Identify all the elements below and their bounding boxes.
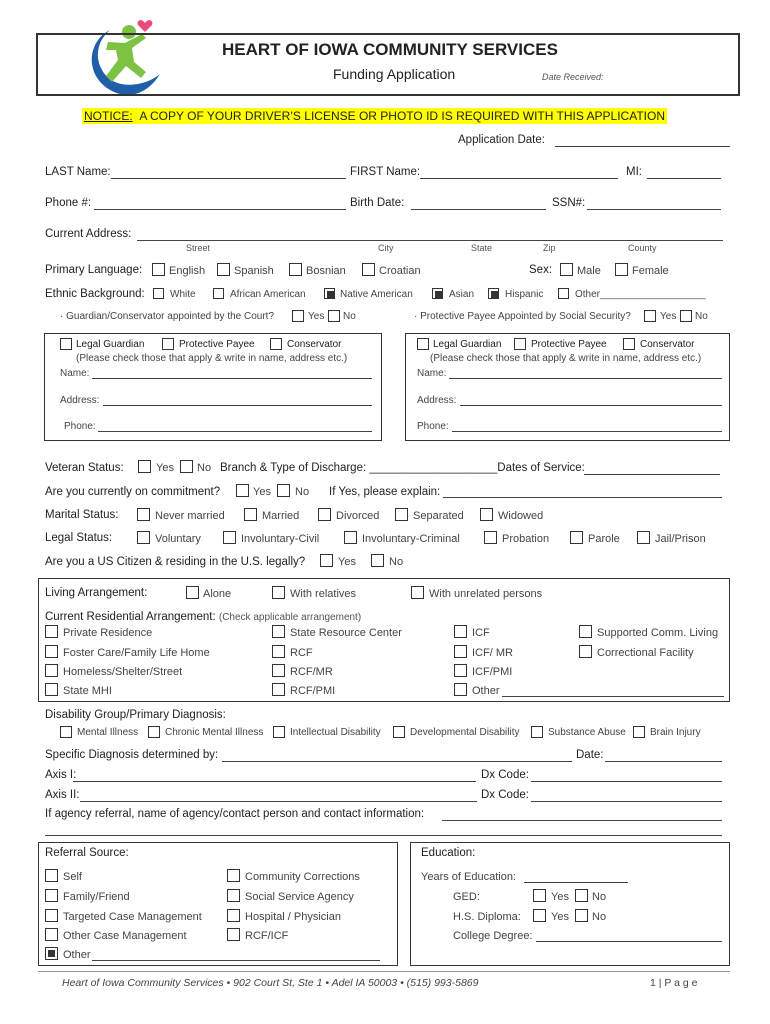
community-corrections-checkbox[interactable]	[227, 869, 240, 882]
voluntary-label: Voluntary	[155, 533, 201, 545]
icf-mr-label: ICF/ MR	[472, 647, 513, 659]
ethnic-background-label: Ethnic Background:	[45, 288, 145, 300]
disability-group-label: Disability Group/Primary Diagnosis:	[45, 709, 226, 721]
sex-label: Sex:	[529, 264, 553, 276]
voluntary-checkbox[interactable]	[137, 531, 150, 544]
payee-no-checkbox[interactable]	[680, 310, 692, 322]
years-education-field[interactable]	[524, 882, 628, 883]
mi-field[interactable]	[647, 178, 721, 179]
english-checkbox[interactable]	[152, 263, 165, 276]
correctional-facility-label: Correctional Facility	[597, 647, 694, 659]
protective-payee-checkbox-left[interactable]	[162, 338, 174, 350]
private-residence-checkbox[interactable]	[45, 625, 58, 638]
residential-arrangement-hint: (Check applicable arrangement)	[218, 612, 362, 623]
female-label: Female	[632, 265, 669, 277]
state-mhi-checkbox[interactable]	[45, 683, 58, 696]
with-relatives-checkbox[interactable]	[272, 586, 285, 599]
education-label: Education:	[421, 847, 476, 859]
bosnian-label: Bosnian	[306, 265, 346, 277]
citizen-label: Are you a US Citizen & residing in the U.S. legally?	[45, 556, 306, 568]
agency-referral-label: If agency referral, name of agency/contact person and contact information:	[45, 808, 425, 820]
foster-care-label: Foster Care/Family Life Home	[63, 647, 210, 659]
mi-label: MI:	[626, 166, 642, 178]
referral-family-label: Family/Friend	[63, 891, 130, 903]
substance-abuse-checkbox[interactable]	[531, 726, 543, 738]
last-name-field[interactable]	[111, 178, 346, 179]
hs-no-label: No	[592, 911, 607, 923]
citizen-yes-label: Yes	[338, 556, 356, 568]
brain-injury-checkbox[interactable]	[633, 726, 645, 738]
widowed-checkbox[interactable]	[480, 508, 493, 521]
veteran-yes-checkbox[interactable]	[138, 460, 151, 473]
parole-label: Parole	[588, 533, 620, 545]
involuntary-civil-label: Involuntary-Civil	[241, 533, 320, 545]
ged-no-checkbox[interactable]	[575, 889, 588, 902]
asian-label: Asian	[449, 289, 475, 300]
guardian-no-label: No	[343, 311, 356, 322]
married-label: Married	[262, 510, 300, 522]
form-subtitle: Funding Application	[333, 66, 456, 82]
living-arrangement-label: Living Arrangement:	[45, 587, 148, 599]
female-checkbox[interactable]	[615, 263, 628, 276]
referral-other-label: Other	[63, 949, 91, 961]
developmental-disability-label: Developmental Disability	[410, 727, 520, 738]
branch-discharge-label: Branch & Type of Discharge: ____________________Dates of Service:	[220, 462, 585, 474]
homeless-label: Homeless/Shelter/Street	[63, 666, 183, 678]
probation-checkbox[interactable]	[484, 531, 497, 544]
guardian-phone-field-left[interactable]	[98, 431, 372, 432]
conservator-checkbox-left[interactable]	[270, 338, 282, 350]
residential-arrangement-label	[45, 611, 361, 623]
axis2-field[interactable]	[80, 801, 477, 802]
legal-guardian-checkbox-left[interactable]	[60, 338, 72, 350]
application-date-label: Application Date:	[458, 134, 545, 146]
current-address-field[interactable]	[137, 240, 723, 241]
ged-no-label: No	[592, 891, 607, 903]
payee-no-label: No	[695, 311, 708, 322]
payee-address-field-right[interactable]	[460, 405, 722, 406]
city-caption: City	[378, 243, 394, 253]
rcf-mr-checkbox[interactable]	[272, 664, 285, 677]
legal-status-label: Legal Status:	[45, 532, 113, 544]
guardian-name-label-left: Name:	[60, 368, 90, 379]
separated-label: Separated	[413, 510, 464, 522]
hs-yes-label: Yes	[551, 911, 569, 923]
divorced-checkbox[interactable]	[318, 508, 331, 521]
guardian-instructions-left: (Please check those that apply & write in name, address etc.)	[76, 353, 348, 364]
state-resource-center-checkbox[interactable]	[272, 625, 285, 638]
other-residence-checkbox[interactable]	[454, 683, 467, 696]
dates-of-service-field[interactable]	[584, 474, 720, 475]
commitment-label: Are you currently on commitment?	[45, 486, 221, 498]
never-married-checkbox[interactable]	[137, 508, 150, 521]
protective-payee-checkbox-right[interactable]	[514, 338, 526, 350]
conservator-label-left: Conservator	[287, 339, 342, 350]
legal-guardian-label-right: Legal Guardian	[433, 339, 502, 350]
homeless-checkbox[interactable]	[45, 664, 58, 677]
widowed-label: Widowed	[498, 510, 544, 522]
referral-other-field[interactable]	[92, 960, 380, 961]
footer-divider	[38, 971, 730, 972]
referral-source-box	[38, 842, 398, 966]
if-yes-label: If Yes, please explain:	[329, 486, 441, 498]
education-box	[410, 842, 730, 966]
referral-family-checkbox[interactable]	[45, 889, 58, 902]
other-residence-field[interactable]	[502, 696, 724, 697]
chronic-mental-illness-label: Chronic Mental Illness	[165, 727, 264, 738]
english-label: English	[169, 265, 206, 277]
alone-checkbox[interactable]	[186, 586, 199, 599]
intellectual-disability-checkbox[interactable]	[273, 726, 285, 738]
specific-diagnosis-label: Specific Diagnosis determined by:	[45, 749, 219, 761]
diagnosis-date-field[interactable]	[605, 761, 722, 762]
married-checkbox[interactable]	[244, 508, 257, 521]
white-checkbox[interactable]	[153, 288, 164, 299]
intellectual-disability-label: Intellectual Disability	[290, 727, 381, 738]
last-name-label: LAST Name:	[45, 166, 111, 178]
conservator-checkbox-right[interactable]	[623, 338, 635, 350]
hs-yes-checkbox[interactable]	[533, 909, 546, 922]
residential-arrangement-title: Current Residential Arrangement:	[45, 611, 216, 623]
first-name-label: FIRST Name:	[350, 166, 421, 178]
referral-other-cm-checkbox[interactable]	[45, 928, 58, 941]
hospital-physician-label: Hospital / Physician	[245, 911, 341, 923]
rcf-mr-label: RCF/MR	[290, 666, 333, 678]
male-checkbox[interactable]	[560, 263, 573, 276]
marital-status-label: Marital Status:	[45, 509, 119, 521]
veteran-no-label: No	[197, 462, 212, 474]
icf-label: ICF	[472, 627, 490, 639]
first-name-field[interactable]	[420, 178, 618, 179]
payee-yes-checkbox[interactable]	[644, 310, 656, 322]
social-service-agency-label: Social Service Agency	[245, 891, 354, 903]
rcf-label: RCF	[290, 647, 313, 659]
icf-pmi-checkbox[interactable]	[454, 664, 467, 677]
rcf-icf-label: RCF/ICF	[245, 930, 289, 942]
agency-referral-field-2[interactable]	[45, 835, 722, 836]
notice-text: A COPY OF YOUR DRIVER’S LICENSE OR PHOTO ID IS REQUIRED WITH THIS APPLICATION	[139, 109, 665, 123]
involuntary-civil-checkbox[interactable]	[223, 531, 236, 544]
ssn-label: SSN#:	[552, 197, 586, 209]
referral-other-cm-label: Other Case Management	[63, 930, 187, 942]
bosnian-checkbox[interactable]	[289, 263, 302, 276]
icf-pmi-label: ICF/PMI	[472, 666, 513, 678]
native-american-label: Native American	[340, 289, 413, 300]
axis2-dx-code-field[interactable]	[531, 801, 722, 802]
parole-checkbox[interactable]	[570, 531, 583, 544]
other-ethnic-checkbox[interactable]	[558, 288, 569, 299]
icf-checkbox[interactable]	[454, 625, 467, 638]
croatian-label: Croatian	[379, 265, 421, 277]
white-label: White	[170, 289, 196, 300]
brain-injury-label: Brain Injury	[650, 727, 701, 738]
other-ethnic-label: Other___________________	[575, 289, 706, 300]
mental-illness-checkbox[interactable]	[60, 726, 72, 738]
state-resource-center-label: State Resource Center	[290, 627, 402, 639]
probation-label: Probation	[502, 533, 550, 545]
spanish-checkbox[interactable]	[217, 263, 230, 276]
birth-date-field[interactable]	[411, 209, 546, 210]
specific-diagnosis-field[interactable]	[222, 761, 572, 762]
involuntary-criminal-label: Involuntary-Criminal	[362, 533, 460, 545]
ssn-field[interactable]	[587, 209, 721, 210]
with-unrelated-label: With unrelated persons	[429, 588, 543, 600]
hs-diploma-label: H.S. Diploma:	[453, 911, 521, 923]
veteran-no-checkbox[interactable]	[180, 460, 193, 473]
mental-illness-label: Mental Illness	[77, 727, 139, 738]
application-date-field[interactable]	[555, 146, 730, 147]
phone-label: Phone #:	[45, 197, 92, 209]
protective-payee-label-right: Protective Payee	[531, 339, 607, 350]
date-received-label: Date Received:	[542, 72, 604, 82]
legal-guardian-label-left: Legal Guardian	[76, 339, 145, 350]
phone-field[interactable]	[94, 209, 346, 210]
agency-referral-field[interactable]	[442, 820, 722, 821]
guardian-yes-checkbox[interactable]	[292, 310, 304, 322]
correctional-facility-checkbox[interactable]	[579, 645, 592, 658]
african-american-checkbox[interactable]	[213, 288, 224, 299]
axis1-label: Axis I:	[45, 769, 77, 781]
primary-language-label: Primary Language:	[45, 264, 143, 276]
never-married-label: Never married	[155, 510, 225, 522]
male-label: Male	[577, 265, 601, 277]
payee-name-label-right: Name:	[417, 368, 447, 379]
icf-mr-checkbox[interactable]	[454, 645, 467, 658]
referral-tcm-checkbox[interactable]	[45, 909, 58, 922]
supported-comm-living-label: Supported Comm. Living	[597, 627, 719, 639]
chronic-mental-illness-checkbox[interactable]	[148, 726, 160, 738]
county-caption: County	[628, 243, 657, 253]
axis2-label: Axis II:	[45, 789, 80, 801]
page-number: 1 | P a g e	[650, 977, 698, 989]
payee-name-field-right[interactable]	[449, 378, 722, 379]
developmental-disability-checkbox[interactable]	[393, 726, 405, 738]
referral-source-label: Referral Source:	[45, 847, 129, 859]
separated-checkbox[interactable]	[395, 508, 408, 521]
citizen-no-checkbox[interactable]	[371, 554, 384, 567]
street-caption: Street	[186, 243, 211, 253]
protective-payee-label-left: Protective Payee	[179, 339, 255, 350]
payee-yes-label: Yes	[660, 311, 677, 322]
guardian-address-label-left: Address:	[60, 395, 100, 406]
commitment-no-label: No	[295, 486, 310, 498]
ged-yes-label: Yes	[551, 891, 569, 903]
axis1-dx-code-field[interactable]	[531, 781, 722, 782]
diagnosis-date-label: Date:	[576, 749, 604, 761]
private-residence-label: Private Residence	[63, 627, 153, 639]
citizen-yes-checkbox[interactable]	[320, 554, 333, 567]
referral-other-checkbox[interactable]	[45, 947, 58, 960]
ged-yes-checkbox[interactable]	[533, 889, 546, 902]
if-yes-field[interactable]	[443, 497, 722, 498]
foster-care-checkbox[interactable]	[45, 645, 58, 658]
croatian-checkbox[interactable]	[362, 263, 375, 276]
axis1-field[interactable]	[73, 781, 476, 782]
college-degree-label: College Degree:	[453, 930, 533, 942]
ged-label: GED:	[453, 891, 480, 903]
native-american-checkbox[interactable]	[324, 288, 335, 299]
jail-prison-label: Jail/Prison	[655, 533, 706, 545]
birth-date-label: Birth Date:	[350, 197, 405, 209]
referral-tcm-label: Targeted Case Management	[63, 911, 202, 923]
with-unrelated-checkbox[interactable]	[411, 586, 424, 599]
divorced-label: Divorced	[336, 510, 380, 522]
veteran-status-label: Veteran Status:	[45, 462, 124, 474]
zip-caption: Zip	[543, 243, 556, 253]
spanish-label: Spanish	[234, 265, 274, 277]
jail-prison-checkbox[interactable]	[637, 531, 650, 544]
african-american-label: African American	[230, 289, 306, 300]
axis2-dx-code-label: Dx Code:	[481, 789, 529, 801]
payee-address-label-right: Address:	[417, 395, 457, 406]
notice-prefix: NOTICE:	[84, 109, 133, 123]
substance-abuse-label: Substance Abuse	[548, 727, 626, 738]
guardian-phone-label-left: Phone:	[64, 421, 96, 432]
commitment-no-checkbox[interactable]	[277, 484, 290, 497]
social-service-agency-checkbox[interactable]	[227, 889, 240, 902]
other-residence-label: Other	[472, 685, 500, 697]
rcf-checkbox[interactable]	[272, 645, 285, 658]
alone-label: Alone	[203, 588, 232, 600]
state-caption: State	[471, 243, 493, 253]
rcf-pmi-checkbox[interactable]	[272, 683, 285, 696]
years-education-label: Years of Education:	[421, 871, 516, 883]
rcf-icf-checkbox[interactable]	[227, 928, 240, 941]
payee-instructions-right: (Please check those that apply & write in name, address etc.)	[430, 353, 702, 364]
involuntary-criminal-checkbox[interactable]	[344, 531, 357, 544]
payee-question: · Protective Payee Appointed by Social Security?	[414, 311, 631, 322]
footer-address: Heart of Iowa Community Services • 902 Court St, Ste 1 • Adel IA 50003 • (515) 993-5869	[62, 977, 479, 989]
hospital-physician-checkbox[interactable]	[227, 909, 240, 922]
guardian-name-field-left[interactable]	[92, 378, 372, 379]
hispanic-label: Hispanic	[505, 289, 544, 300]
referral-self-checkbox[interactable]	[45, 869, 58, 882]
conservator-label-right: Conservator	[640, 339, 695, 350]
community-corrections-label: Community Corrections	[245, 871, 360, 883]
guardian-no-checkbox[interactable]	[328, 310, 340, 322]
rcf-pmi-label: RCF/PMI	[290, 685, 336, 697]
commitment-yes-checkbox[interactable]	[236, 484, 249, 497]
current-address-label: Current Address:	[45, 228, 132, 240]
with-relatives-label: With relatives	[290, 588, 357, 600]
citizen-no-label: No	[389, 556, 404, 568]
notice	[82, 108, 667, 124]
payee-phone-field-right[interactable]	[452, 431, 722, 432]
axis1-dx-code-label: Dx Code:	[481, 769, 529, 781]
hispanic-checkbox[interactable]	[488, 288, 499, 299]
payee-phone-label-right: Phone:	[417, 421, 449, 432]
veteran-yes-label: Yes	[156, 462, 174, 474]
supported-comm-living-checkbox[interactable]	[579, 625, 592, 638]
org-title: HEART OF IOWA COMMUNITY SERVICES	[222, 40, 558, 59]
guardian-question: · Guardian/Conservator appointed by the Court?	[60, 311, 275, 322]
asian-checkbox[interactable]	[432, 288, 443, 299]
legal-guardian-checkbox-right[interactable]	[417, 338, 429, 350]
guardian-yes-label: Yes	[308, 311, 325, 322]
commitment-yes-label: Yes	[253, 486, 271, 498]
hs-no-checkbox[interactable]	[575, 909, 588, 922]
state-mhi-label: State MHI	[63, 685, 112, 697]
guardian-address-field-left[interactable]	[103, 405, 372, 406]
college-degree-field[interactable]	[536, 941, 722, 942]
referral-self-label: Self	[63, 871, 82, 883]
